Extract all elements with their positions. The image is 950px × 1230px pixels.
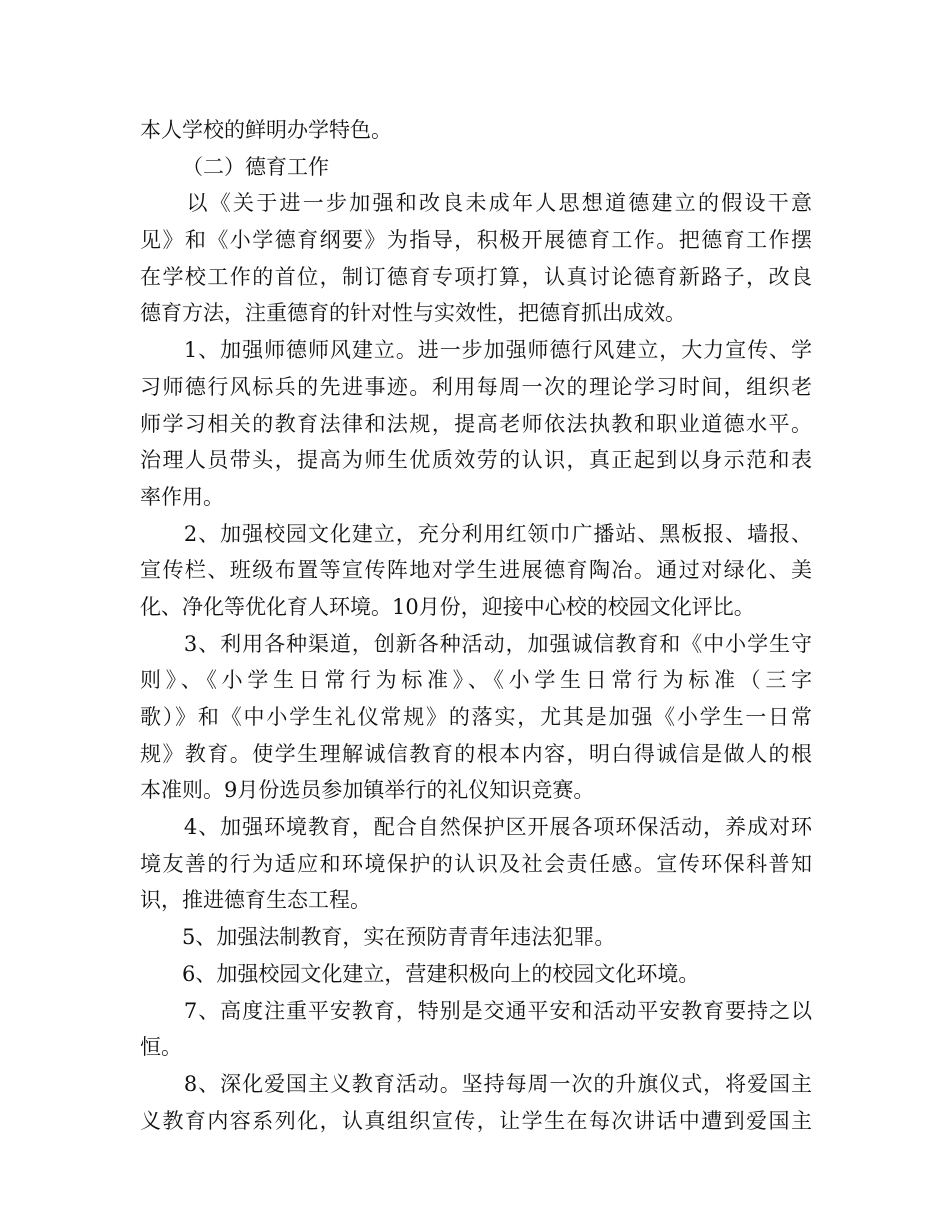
text-line: 宣传栏、班级布置等宣传阵地对学生进展德育陶冶。通过对绿化、美	[140, 558, 812, 583]
text-line: 治理人员带头，提高为师生优质效劳的认识，真正起到以身示范和表	[140, 448, 812, 473]
text-line: 规》教育。使学生理解诚信教育的根本内容，明白得诚信是做人的根	[140, 741, 812, 766]
section-heading: （二）德育工作	[182, 154, 329, 179]
text-line: 则》、《小学生日常行为标准》、《小学生日常行为标准（三字	[140, 668, 812, 693]
text-line: 师学习相关的教育法律和法规，提高老师依法执教和职业道德水平。	[140, 411, 812, 436]
text-line: 歌）》和《中小学生礼仪常规》的落实，尤其是加强《小学生一日常	[140, 705, 812, 729]
text-line: 4、加强环境教育，配合自然保护区开展各项环保活动，养成对环	[140, 815, 812, 840]
text-line: 义教育内容系列化，认真组织宣传，让学生在每次讲话中遭到爱国主	[140, 1108, 812, 1133]
text-line: 境友善的行为适应和环境保护的认识及社会责任感。宣传环保科普知	[140, 851, 812, 876]
text-line: 习师德行风标兵的先进事迹。利用每周一次的理论学习时间，组织老	[140, 374, 812, 399]
text-line: 率作用。	[140, 484, 224, 509]
text-line: 在学校工作的首位，制订德育专项打算，认真讨论德育新路子，改良	[140, 264, 812, 289]
text-line: 本准则。9月份选员参加镇举行的礼仪知识竞赛。	[140, 778, 595, 803]
document-page	[140, 112, 812, 1139]
text-line: 6、加强校园文化建立，营建积极向上的校园文化环境。	[140, 961, 700, 986]
text-line: 识，推进德育生态工程。	[140, 888, 371, 913]
text-line: 见》和《小学德育纲要》为指导，积极开展德育工作。把德育工作摆	[140, 228, 812, 253]
text-line: 5、加强法制教育，实在预防青青年违法犯罪。	[140, 925, 616, 950]
text-line: 8、深化爱国主义教育活动。坚持每周一次的升旗仪式，将爱国主	[140, 1071, 812, 1096]
text-line: 德育方法，注重德育的针对性与实效性，把德育抓出成效。	[140, 301, 686, 326]
text-line: 7、高度注重平安教育，特别是交通平安和活动平安教育要持之以	[140, 998, 812, 1023]
text-line: 以《关于进一步加强和改良未成年人思想道德建立的假设干意	[140, 191, 812, 216]
text-line: 本人学校的鲜明办学特色。	[140, 118, 392, 142]
text-line: 2、加强校园文化建立，充分利用红领巾广播站、黑板报、墙报、	[140, 521, 812, 546]
text-line: 1、加强师德师风建立。进一步加强师德行风建立，大力宣传、学	[140, 338, 812, 363]
text-line: 3、利用各种渠道，创新各种活动，加强诚信教育和《中小学生守	[140, 631, 812, 656]
text-line: 恒。	[140, 1035, 182, 1060]
text-line: 化、净化等优化育人环境。10月份，迎接中心校的校园文化评比。	[140, 594, 755, 619]
